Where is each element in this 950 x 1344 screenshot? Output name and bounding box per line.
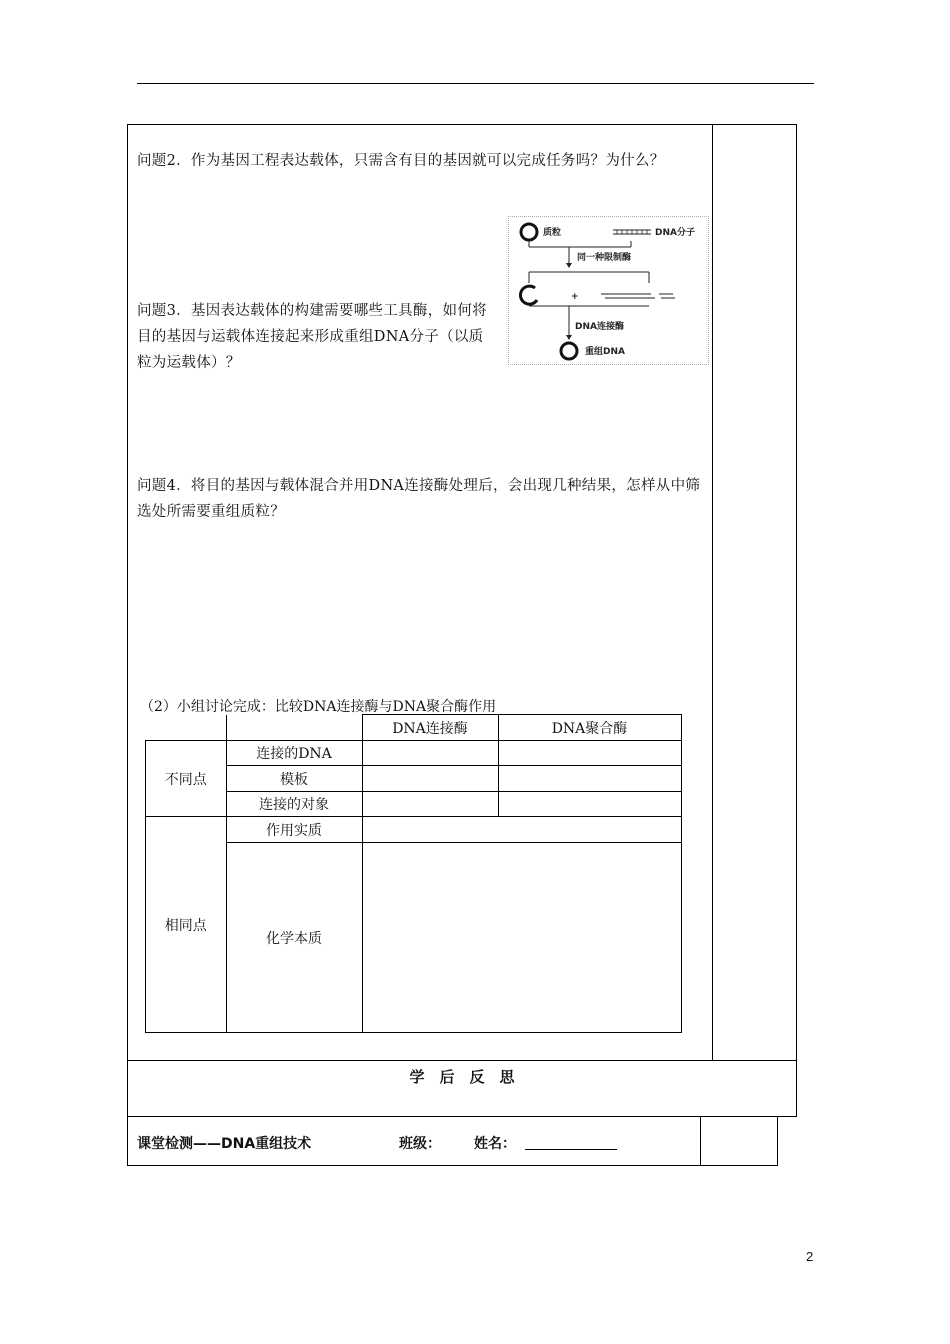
cell-object-ligase[interactable] — [362, 792, 498, 817]
cell-essence[interactable] — [362, 817, 681, 843]
cell-template-ligase[interactable] — [362, 766, 498, 792]
group-different: 不同点 — [146, 741, 227, 817]
cell-template-polymerase[interactable] — [498, 766, 681, 792]
row-essence: 作用实质 — [226, 817, 362, 843]
recombinant-plasmid-icon — [561, 343, 577, 359]
diagram-plasmid-label: 质粒 — [543, 228, 562, 238]
question-3: 问题3．基因表达载体的构建需要哪些工具酶，如何将目的基因与运载体连接起来形成重组DNA分子（以质粒为运载体）？ — [137, 303, 487, 371]
test-divider — [700, 1116, 701, 1166]
cell-dna-polymerase[interactable] — [498, 741, 681, 766]
recombination-diagram — [508, 216, 709, 365]
row-chemical-nature: 化学本质 — [226, 843, 362, 1033]
plasmid-icon — [521, 224, 537, 240]
row-template: 模板 — [226, 766, 362, 792]
cell-object-polymerase[interactable] — [498, 792, 681, 817]
cell-chemical-nature[interactable] — [362, 843, 681, 1033]
header-rule — [137, 83, 814, 84]
row-connected-object: 连接的对象 — [226, 792, 362, 817]
diagram-plus: + — [571, 292, 579, 302]
row-connected-dna: 连接的DNA — [226, 741, 362, 766]
diagram-enzyme-label: 同一种限制酶 — [577, 253, 632, 263]
diagram-ligase-label: DNA连接酶 — [575, 322, 624, 332]
group-same: 相同点 — [146, 817, 227, 1033]
col-polymerase: DNA聚合酶 — [498, 715, 681, 741]
class-label: 班级： — [399, 1136, 441, 1152]
question-2: 问题2．作为基因工程表达载体，只需含有目的基因就可以完成任务吗？为什么？ — [137, 153, 665, 169]
discussion-heading: （2）小组讨论完成：比较DNA连接酶与DNA聚合酶作用 — [140, 699, 497, 715]
reflection-title: 学 后 反 思 — [409, 1068, 515, 1086]
cut-plasmid-icon — [520, 286, 537, 304]
diagram-dna-label: DNA分子 — [655, 228, 695, 238]
test-title: 课堂检测——DNA重组技术 — [137, 1136, 312, 1152]
diagram-recombinant-label: 重组DNA — [585, 347, 625, 357]
question-4: 问题4．将目的基因与载体混合并用DNA连接酶处理后，会出现几种结果，怎样从中筛选处所需要重组质粒？ — [137, 478, 701, 520]
name-blank[interactable] — [525, 1149, 617, 1150]
main-divider — [712, 124, 713, 1061]
name-label: 姓名： — [474, 1136, 516, 1152]
comparison-table — [145, 714, 682, 1033]
page-number: 2 — [806, 1249, 814, 1264]
cell-dna-ligase[interactable] — [362, 741, 498, 766]
col-ligase: DNA连接酶 — [362, 715, 498, 741]
